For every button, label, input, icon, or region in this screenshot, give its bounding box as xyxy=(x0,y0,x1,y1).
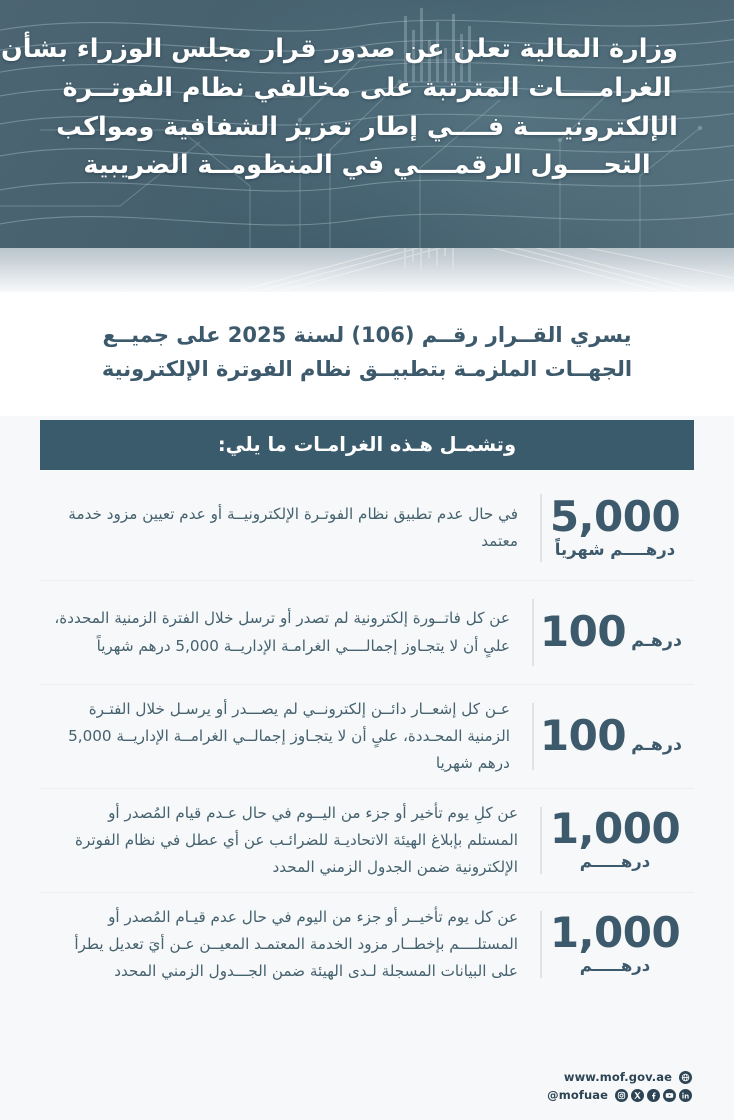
section-bar-wrapper xyxy=(0,416,734,470)
facebook-icon[interactable] xyxy=(647,1089,660,1102)
youtube-icon[interactable] xyxy=(663,1089,676,1102)
fine-description: عن كلِ يوم تأخير أو جزء من اليــوم في حال عـدم قيام المُصدر أو المستلم بإبلاغ الهيئة الاتحاديـة للضرائـب عن أي عطل في نظام الفوترة الإلكترونية ضمن الجدول الزمني المحدد xyxy=(75,803,518,877)
title-line-4: التحــــول الرقمــــي في المنظومــة الضريبية xyxy=(83,150,651,181)
row-divider xyxy=(532,599,534,666)
fine-amount-unit: درهـم xyxy=(631,735,682,756)
title-line-1: وزارة المالية تعلن عن صدور قرار مجلس الوزراء بشأن xyxy=(1,34,678,64)
fine-description: عن كل فاتــورة إلكترونية لم تصدر أو ترسل خلال الفترة الزمنية المحددة، علىٍ أن لا يتجـاوز إجمالــــي الغرامـة الإداريــة 5,000 درهم شهرياً xyxy=(54,609,510,655)
x-twitter-icon[interactable] xyxy=(631,1089,644,1102)
decree-subtitle xyxy=(0,292,734,416)
instagram-icon[interactable] xyxy=(615,1089,628,1102)
fine-amount-unit: درهـم xyxy=(631,631,682,652)
section-header-bar: وتشمـل هـذه الغرامـات ما يلي: xyxy=(40,420,694,470)
fine-amount xyxy=(542,491,694,560)
title-line-3: الإلكترونيــــة فــــي إطار تعزيز الشفافية ومواكب xyxy=(56,111,678,142)
globe-icon[interactable] xyxy=(679,1071,692,1084)
diagonal-lines-icon xyxy=(0,248,734,292)
fine-amount-unit: درهــــم شهرياً xyxy=(554,539,676,559)
social-handle[interactable]: @mofuae xyxy=(547,1088,608,1102)
table-row xyxy=(40,892,694,996)
fine-description: عن كل يوم تأخيــر أو جزء من اليوم في حال عدم قيـام المُصدر أو المستلــــم بإخطــار مزود الخدمة المعتمـد المعيــن عـن أيَ تعديل يطرأ على البيانات المسجلة لـدى الهيئة ضمن الجـــدول الزمني المحدد xyxy=(74,907,518,981)
fine-description: في حال عدم تطبيق نظام الفوتـرة الإلكترونيــة أو عدم تعيين مزود خدمة معتمد xyxy=(68,504,518,551)
fine-amount-value: 5,000 xyxy=(549,491,681,541)
table-row xyxy=(40,684,694,788)
subtitle-line-2: الجهــات الملزمـة بتطبيــق نظام الفوترة الإلكترونية xyxy=(101,357,633,382)
fines-list xyxy=(0,470,734,996)
header-banner xyxy=(0,0,734,248)
website-url[interactable]: www.mof.gov.ae xyxy=(563,1070,672,1084)
fine-amount-value: 1,000 xyxy=(549,804,681,854)
fine-amount-unit: درهـــــم xyxy=(579,956,651,976)
website-line xyxy=(547,1070,692,1084)
fine-amount xyxy=(534,607,694,657)
fine-amount-value: 100 xyxy=(539,711,627,761)
fine-amount-unit: درهـــــم xyxy=(579,852,651,872)
page-title xyxy=(0,0,734,185)
row-divider xyxy=(532,703,534,770)
row-divider xyxy=(540,494,542,562)
fine-amount xyxy=(542,908,694,976)
linkedin-icon[interactable] xyxy=(679,1089,692,1102)
title-line-2: الغرامــــات المترتبة على مخالفي نظام الفوتــرة xyxy=(62,72,672,103)
footer-contact xyxy=(547,1070,692,1106)
social-icons xyxy=(615,1089,692,1102)
fine-description: عـن كل إشعــار دائــن إلكترونــي لم يصـــدر أو يرسـل خلال الفتـرة الزمنية المحـددة، علىٍ أن لا يتجـاوز إجمالــي الغرامــة الإداريــة 5,000 درهم شهريا xyxy=(68,699,510,773)
fine-amount xyxy=(534,711,694,761)
table-row xyxy=(40,476,694,580)
social-line xyxy=(547,1088,692,1102)
row-divider xyxy=(540,911,542,978)
table-row xyxy=(40,580,694,684)
table-row xyxy=(40,788,694,892)
row-divider xyxy=(540,807,542,874)
fine-amount xyxy=(542,804,694,872)
fine-amount-value: 1,000 xyxy=(549,908,681,958)
fine-amount-value: 100 xyxy=(539,607,627,657)
subtitle-line-1: يسري القــرار رقــم (106) لسنة 2025 على جميــع xyxy=(102,323,632,347)
header-transition-band xyxy=(0,248,734,292)
